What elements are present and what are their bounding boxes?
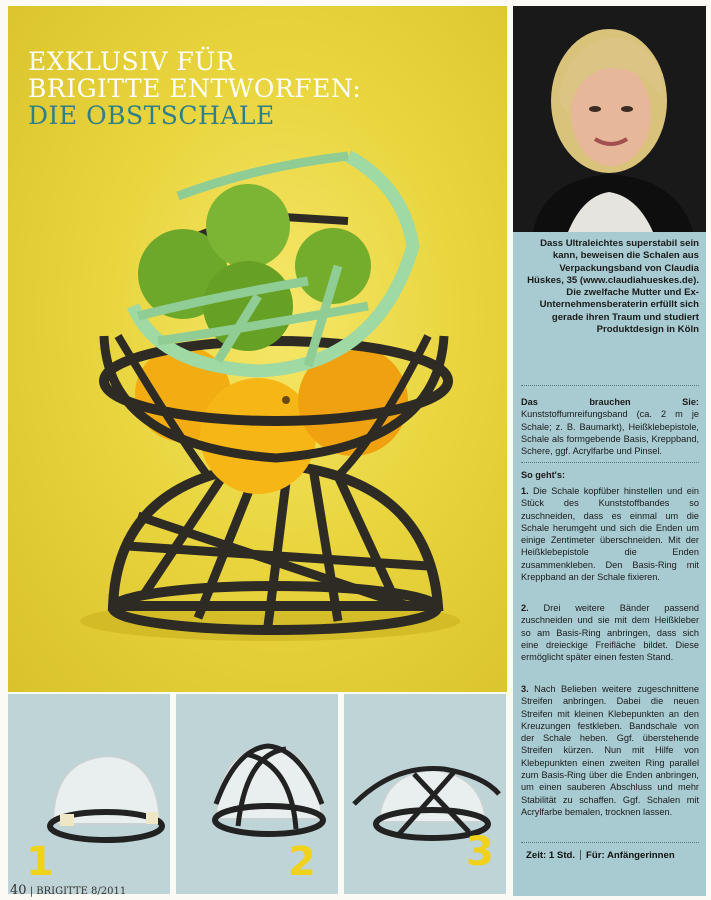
- step-number: 3.: [521, 684, 529, 694]
- step-3-paragraph: [521, 683, 699, 818]
- time-and-level: [521, 850, 699, 861]
- step-number-3: 3: [466, 829, 494, 875]
- time-label: Zeit: 1 Std.: [526, 850, 576, 861]
- step-text: Drei weitere Bänder passend zuschneiden und sie mit dem Heißkleber so am Basis-Ring anbringen, dass sich eine dreieckige Freifläche bildet. Diese ermöglicht später einen festen Stand.: [521, 603, 699, 663]
- step-number-1: 1: [26, 839, 54, 885]
- divider: [521, 842, 699, 843]
- step-number-2: 2: [288, 839, 316, 885]
- step-photo-2: [176, 694, 338, 894]
- intro-text: Dass Ultraleichtes superstabil sein kann, beweisen die Schalen aus Verpackungsband von Claudia Hüskes, 35 (www.claudiahueskes.de). Die zwelfache Mutter und Ex-Unternehmensberaterin erfüllt sich gerade ihren Traum und studiert Produktdesign in Köln: [527, 238, 699, 336]
- step-1-paragraph: [521, 485, 699, 583]
- headline-line-1: EXKLUSIV FÜR: [28, 47, 236, 76]
- step-number: 1.: [521, 486, 529, 496]
- materials-text: Kunststoffumreifungsband (ca. 2 m je Schale; z. B. Baumarkt), Heißklebepistole, Schale als formgebende Basis, Kreppband, Schere, ggf. Acrylfarbe und Pinsel.: [521, 409, 699, 457]
- page-number: 40: [10, 883, 27, 898]
- divider: [521, 385, 699, 386]
- portrait-photo: [513, 6, 706, 232]
- step-text: Nach Belieben weitere zugeschnittene Streifen anbringen. Dabei die neuen Streifen mit kleinen Klebepunkten an den Kreuzungen festkleben. Bandschale von der Schale heben. Ggf. überstehende Streifen kürzen. Nun mit Hilfe von Klebepunkten einen zweiten Ring parallel zum Basis-Ring über die Enden anbringen, um einen sauberen Abschluss und mehr Stabilität zu schaffen. Ggf. Schalen mit Acrylfarbe bemalen, trocknen lassen.: [521, 684, 699, 817]
- hero-photo: [8, 6, 507, 692]
- step-photo-1: [8, 694, 170, 894]
- magazine-issue: BRIGITTE 8/2011: [36, 886, 127, 897]
- level-label: Für: Anfängerinnen: [586, 850, 675, 861]
- step-photo-3: [344, 694, 506, 894]
- step-2-paragraph: [521, 602, 699, 663]
- materials-paragraph: [521, 396, 699, 457]
- materials-label: Das brauchen Sie:: [521, 397, 699, 407]
- step-text: Die Schale kopfüber hinstellen und ein Stück des Kunststoffbandes so zuschneiden, dass es einmal um die Schale herumgeht und sich die Enden um einige Zentimeter überschneiden. Mit der Heißklebepistole die Enden zusammenkleben. Den Basis-Ring mit Kreppband an der Schale fixieren.: [521, 486, 699, 583]
- text-column: [513, 232, 706, 896]
- portrait-illustration: [513, 6, 706, 232]
- headline-line-2: BRIGITTE ENTWORFEN:: [28, 74, 362, 103]
- instructions-title: So geht's:: [521, 470, 566, 480]
- page-footer: 40 | BRIGITTE 8/2011: [10, 883, 127, 898]
- divider: [521, 462, 699, 463]
- step-number: 2.: [521, 603, 529, 613]
- headline-line-3: DIE OBSTSCHALE: [28, 101, 275, 130]
